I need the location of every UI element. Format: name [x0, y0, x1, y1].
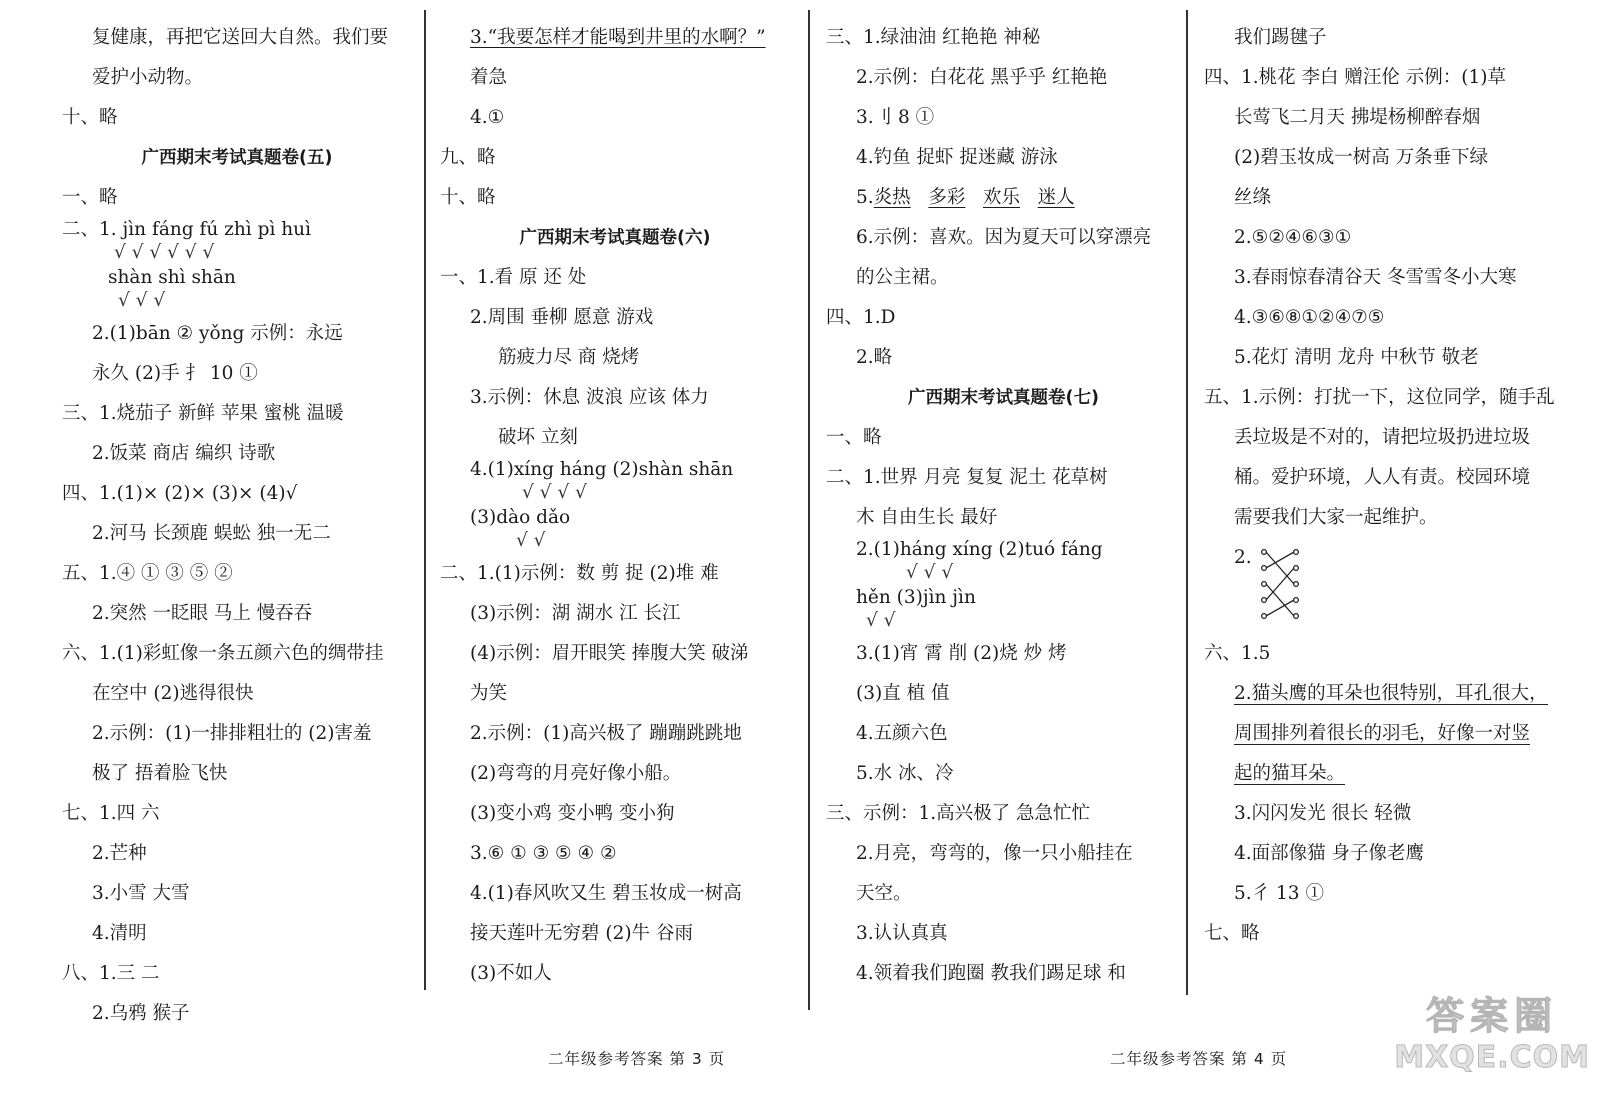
section-title-6: 广西期末考试真题卷(六): [519, 228, 711, 248]
text-line: 一、略: [826, 427, 882, 448]
check-marks: √ √ √ √ √ √: [114, 242, 215, 263]
text-line: 桶。爱护环境，人人有责。校园环境: [1234, 467, 1531, 488]
text-line: 2.⑤②④⑥③①: [1234, 227, 1352, 248]
text-line: 5.彳 13 ①: [1234, 883, 1324, 904]
underlined-answer: 起的猫耳朵。: [1234, 763, 1346, 784]
pinyin-line: 4.(1)xíng háng (2)shàn shān: [470, 459, 734, 480]
text-line: (3)示例：湖 湖水 江 长江: [470, 603, 681, 624]
watermark-text: 答案圈: [1426, 994, 1559, 1038]
matching-lines-figure: [1258, 544, 1304, 634]
text-line: 4.面部像猫 身子像老鹰: [1234, 843, 1425, 864]
text-line: 3.⑥ ① ③ ⑤ ④ ②: [470, 843, 617, 864]
text-line: 四、1.桃花 李白 赠汪伦 示例：(1)草: [1204, 67, 1506, 88]
check-marks: √ √: [516, 530, 546, 551]
check-marks: √ √ √ √: [522, 482, 587, 503]
text-line: 2.略: [856, 347, 893, 368]
text-line: 3.示例：休息 波浪 应该 体力: [470, 387, 709, 408]
underlined-answer: 迷人: [1037, 187, 1075, 208]
text-line: (3)直 植 值: [856, 683, 950, 704]
text-line: 2.示例：白花花 黑乎乎 红艳艳: [856, 67, 1108, 88]
text-line: [1204, 674, 1569, 714]
text-line: (4)示例：眉开眼笑 捧腹大笑 破涕: [470, 643, 749, 664]
matching-line: [1204, 538, 1569, 634]
text-line: 十、略: [62, 107, 118, 128]
text-line: 五、1.示例：打扰一下，这位同学，随手乱: [1204, 387, 1555, 408]
text-line: 丝绦: [1234, 187, 1272, 208]
text-line: 天空。: [856, 883, 912, 904]
watermark-logo: [1394, 985, 1590, 1075]
text-line: 的公主裙。: [856, 267, 949, 288]
pinyin-line: 二、1. jìn fáng fú zhì pì huì: [62, 219, 311, 240]
text-line: 2.芒种: [92, 843, 147, 864]
text-line: 接天莲叶无穷碧 (2)牛 谷雨: [470, 923, 693, 944]
column-divider: [808, 10, 810, 1010]
text-line: 着急: [470, 67, 508, 88]
page-footer-right: 二年级参考答案 第 4 页: [1110, 1050, 1288, 1068]
column-divider: [1186, 10, 1188, 995]
text-line: 木 自由生长 最好: [856, 507, 998, 528]
text-line: (3)变小鸡 变小鸭 变小狗: [470, 803, 675, 824]
text-line: 2.突然 一眨眼 马上 慢吞吞: [92, 603, 313, 624]
text-line: (3)不如人: [470, 963, 552, 984]
section-title-7: 广西期末考试真题卷(七): [908, 388, 1099, 408]
column-4: [1204, 18, 1569, 954]
underlined-answer: 3.“我要怎样才能喝到井里的水啊？”: [470, 27, 766, 48]
text-line: 4.钓鱼 捉虾 捉迷藏 游泳: [856, 147, 1058, 168]
text-line: 3.(1)宵 霄 削 (2)烧 炒 烤: [856, 643, 1067, 664]
text-line: (2)弯弯的月亮好像小船。: [470, 763, 682, 784]
text-line: 3.小雪 大雪: [92, 883, 190, 904]
column-2: [440, 18, 790, 994]
text-line: 筋疲力尽 商 烧烤: [498, 347, 640, 368]
text-line: 十、略: [440, 187, 496, 208]
text-line: 六、1.(1)彩虹像一条五颜六色的绸带挂: [62, 643, 384, 664]
text-line: [440, 18, 790, 58]
text-line: 4.五颜六色: [856, 723, 948, 744]
text-line: 6.示例：喜欢。因为夏天可以穿漂亮: [856, 227, 1152, 248]
check-marks: √ √ √: [118, 290, 166, 311]
text-line: 九、略: [440, 147, 496, 168]
item-number: 2.: [1234, 547, 1252, 568]
text-line: [826, 178, 1181, 218]
text-line: 3.认认真真: [856, 923, 948, 944]
text-line: 三、1.绿油油 红艳艳 神秘: [826, 27, 1041, 48]
text-line: 5.花灯 清明 龙舟 中秋节 敬老: [1234, 347, 1479, 368]
text-line: 3.刂 8 ①: [856, 107, 935, 128]
column-1: [62, 18, 412, 1034]
underlined-answer: 欢乐: [983, 187, 1021, 208]
text-line: 2.周围 垂柳 愿意 游戏: [470, 307, 654, 328]
text-line: 4.清明: [92, 923, 147, 944]
text-line: 2.河马 长颈鹿 蜈蚣 独一无二: [92, 523, 331, 544]
text-line: 七、1.四 六: [62, 803, 160, 824]
underlined-answer: 周围排列着很长的羽毛，好像一对竖: [1234, 723, 1531, 744]
text-line: 五、1.④ ① ③ ⑤ ②: [62, 563, 233, 584]
text-line: 3.春雨惊春清谷天 冬雪雪冬小大寒: [1234, 267, 1517, 288]
item-number: 5.: [856, 187, 874, 208]
underlined-answer: 多彩: [928, 187, 966, 208]
text-line: 3.闪闪发光 很长 轻微: [1234, 803, 1412, 824]
pinyin-line: hěn (3)jìn jìn: [856, 587, 976, 608]
check-marks: √ √: [866, 610, 896, 631]
pinyin-line: (3)dào dǎo: [470, 507, 571, 528]
text-line: 八、1.三 二: [62, 963, 160, 984]
text-line: [1204, 714, 1569, 754]
text-line: 2.乌鸦 猴子: [92, 1003, 190, 1024]
text-line: 2.(1)bān ② yǒng 示例：永远: [92, 323, 343, 344]
text-line: 2.示例：(1)一排排粗壮的 (2)害羞: [92, 723, 372, 744]
text-line: 四、1.D: [826, 307, 896, 328]
text-line: [1204, 754, 1569, 794]
text-line: 需要我们大家一起维护。: [1234, 507, 1438, 528]
column-3: [826, 18, 1181, 994]
text-line: 在空中 (2)逃得很快: [92, 683, 254, 704]
text-line: 爱护小动物。: [92, 67, 204, 88]
text-line: 5.水 冰、冷: [856, 763, 954, 784]
column-divider: [424, 10, 426, 990]
text-line: (2)碧玉妆成一树高 万条垂下绿: [1234, 147, 1489, 168]
text-line: 三、1.烧茄子 新鲜 苹果 蜜桃 温暖: [62, 403, 344, 424]
text-line: 丢垃圾是不对的，请把垃圾扔进垃圾: [1234, 427, 1531, 448]
text-line: 我们踢毽子: [1234, 27, 1327, 48]
pinyin-line: shàn shì shān: [108, 267, 236, 288]
text-line: 三、示例：1.高兴极了 急急忙忙: [826, 803, 1091, 824]
underlined-answer: 炎热: [873, 187, 911, 208]
text-line: 六、1.5: [1204, 643, 1271, 664]
text-line: 2.月亮，弯弯的，像一只小船挂在: [856, 843, 1133, 864]
text-line: 复健康，再把它送回大自然。我们要: [92, 27, 389, 48]
underlined-answer: 2.猫头鹰的耳朵也很特别，耳孔很大，: [1234, 683, 1548, 704]
text-line: 4.(1)春风吹又生 碧玉妆成一树高: [470, 883, 742, 904]
text-line: 永久 (2)手 扌 10 ①: [92, 363, 258, 384]
check-marks: √ √ √: [906, 562, 954, 583]
text-line: 一、1.看 原 还 处: [440, 267, 587, 288]
text-line: 长莺飞二月天 拂堤杨柳醉春烟: [1234, 107, 1481, 128]
watermark-url: MXQE.COM: [1394, 1040, 1590, 1075]
text-line: 七、略: [1204, 923, 1260, 944]
section-title-5: 广西期末考试真题卷(五): [141, 148, 333, 168]
text-line: 2.饭菜 商店 编织 诗歌: [92, 443, 276, 464]
text-line: 为笑: [470, 683, 508, 704]
text-line: 4.③⑥⑧①②④⑦⑤: [1234, 307, 1385, 328]
page-footer-left: 二年级参考答案 第 3 页: [548, 1050, 726, 1068]
text-line: 破坏 立刻: [498, 427, 578, 448]
pinyin-line: 2.(1)háng xíng (2)tuó fáng: [856, 539, 1103, 560]
text-line: 4.①: [470, 107, 505, 128]
text-line: 四、1.(1)× (2)× (3)× (4)√: [62, 483, 298, 504]
text-line: 2.示例：(1)高兴极了 蹦蹦跳跳地: [470, 723, 742, 744]
text-line: 二、1.世界 月亮 复复 泥土 花草树: [826, 467, 1108, 488]
text-line: 极了 捂着脸飞快: [92, 763, 228, 784]
text-line: 一、略: [62, 187, 118, 208]
text-line: 二、1.(1)示例：数 剪 捉 (2)堆 难: [440, 563, 719, 584]
text-line: 4.领着我们跑圈 教我们踢足球 和: [856, 963, 1126, 984]
